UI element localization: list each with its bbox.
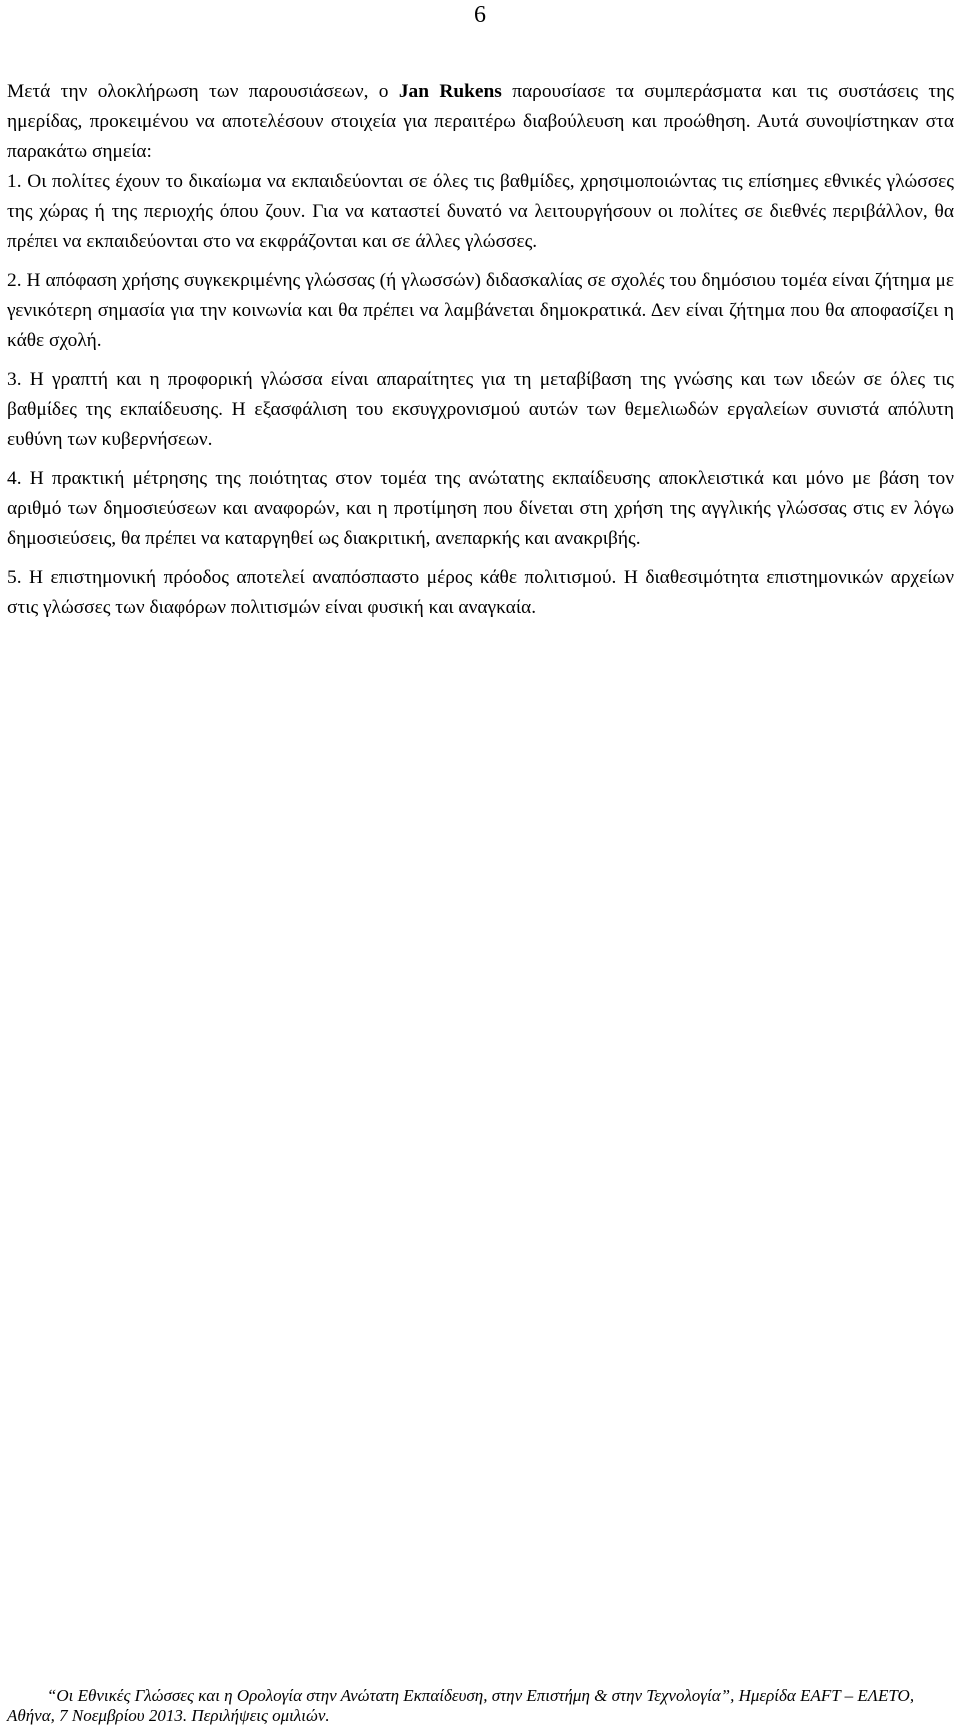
point-1: 1. Οι πολίτες έχουν το δικαίωμα να εκπαιδεύονται σε όλες τις βαθμίδες, χρησιμοποιώντας τις επίσημες εθνικές γλώσσες της χώρας ή της περιοχής όπου ζουν. Για να καταστεί δυνατό να λειτουργήσουν οι πολίτες σε διεθνές περιβάλλον, θα πρέπει να εκπαιδεύονται στο να εκφράζονται και σε άλλες γλώσσες. bbox=[7, 171, 954, 252]
point-2: 2. Η απόφαση χρήσης συγκεκριμένης γλώσσας (ή γλωσσών) διδασκαλίας σε σχολές του δημόσιου τομέα είναι ζήτημα με γενικότερη σημασία για την κοινωνία και θα πρέπει να λαμβάνεται δημοκρατικά. Δεν είναι ζήτημα που θα αποφασίζει η κάθε σχολή. bbox=[7, 270, 954, 351]
point-4: 4. Η πρακτική μέτρησης της ποιότητας στον τομέα της ανώτατης εκπαίδευσης αποκλειστικά και μόνο με βάση τον αριθμό των δημοσιεύσεων και αναφορών, και η προτίμηση που δίνεται στη χρήση της αγγλικής γλώσσας στις εν λόγω δημοσιεύσεις, θα πρέπει να καταργηθεί ως διακριτική, ανεπαρκής και ανακριβής. bbox=[7, 468, 954, 549]
footer-line-2: Αθήνα, 7 Νοεμβρίου 2013. Περιλήψεις ομιλιών. bbox=[7, 1706, 330, 1725]
footer-line-1: “Οι Εθνικές Γλώσσες και η Ορολογία στην Ανώτατη Εκπαίδευση, στην Επιστήμη & στην Τεχνολογία”, Ημερίδα EAFT – ΕΛΕΤΟ, bbox=[46, 1686, 915, 1705]
speaker-name: Jan Rukens bbox=[398, 81, 502, 102]
document-body bbox=[7, 77, 954, 632]
intro-text-before-name: Μετά την ολοκλήρωση των παρουσιάσεων, ο bbox=[7, 81, 399, 102]
page-footer bbox=[7, 1686, 954, 1726]
point-5: 5. Η επιστημονική πρόοδος αποτελεί αναπόσπαστο μέρος κάθε πολιτισμού. Η διαθεσιμότητα επιστημονικών αρχείων στις γλώσσες των διαφόρων πολιτισμών είναι φυσική και αναγκαία. bbox=[7, 567, 954, 618]
page-number: 6 bbox=[474, 2, 486, 28]
point-3: 3. Η γραπτή και η προφορική γλώσσα είναι απαραίτητες για τη μεταβίβαση της γνώσης και των ιδεών σε όλες τις βαθμίδες της εκπαίδευσης. Η εξασφάλιση του εκσυγχρονισμού αυτών των θεμελιωδών εργαλείων συνιστά απόλυτη ευθύνη των κυβερνήσεων. bbox=[7, 369, 954, 450]
intro-paragraph bbox=[7, 77, 954, 167]
intro-text-after-name: παρουσίασε τα συμπεράσματα και τις συστάσεις της ημερίδας, προκειμένου να αποτελέσουν στοιχεία για περαιτέρω διαβούλευση και προώθηση. Αυτά συνοψίστηκαν στα παρακάτω σημεία: bbox=[7, 81, 954, 162]
